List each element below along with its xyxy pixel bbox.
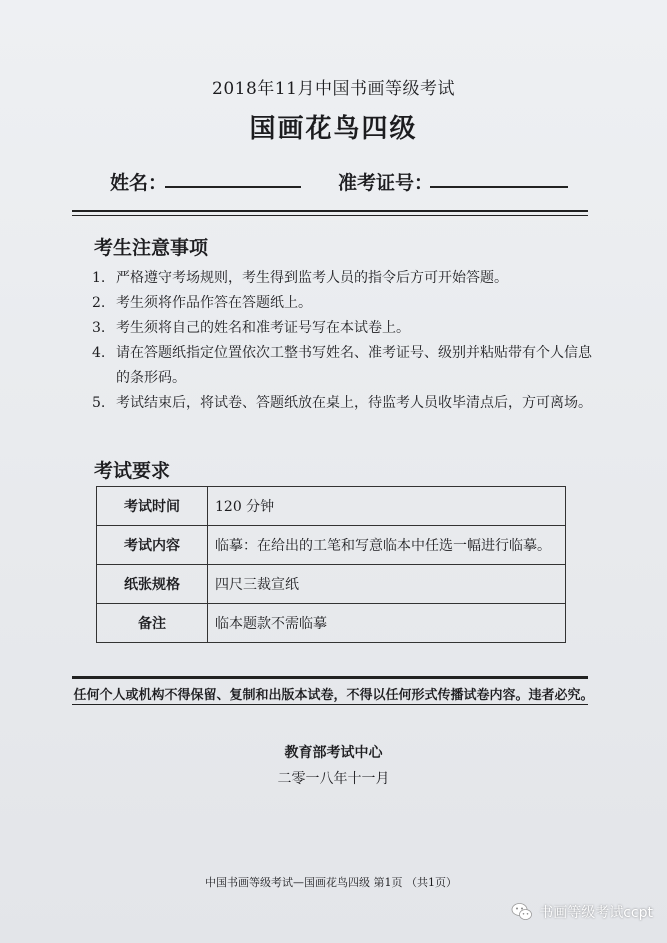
table-row (97, 487, 566, 526)
copyright-notice: 任何个人或机构不得保留、复制和出版本试卷，不得以任何形式传播试卷内容。违者必究。 (73, 688, 594, 703)
name-label: 姓名： (110, 172, 168, 194)
row-key: 考试时间 (97, 487, 208, 526)
row-key: 纸张规格 (97, 565, 208, 604)
row-value: 四尺三裁宣纸 (208, 565, 566, 604)
footer-rule-bottom (72, 704, 588, 705)
notice-item (92, 316, 592, 341)
requirements-heading: 考试要求 (94, 460, 171, 482)
issuer: 教育部考试中心 (284, 745, 383, 761)
notice-item (92, 341, 592, 391)
issue-date: 二零一八年十一月 (277, 771, 390, 787)
watermark-text: 书画等级考试ccpt (539, 905, 653, 921)
notice-text: 考试结束后，将试卷、答题纸放在桌上，待监考人员收毕清点后，方可离场。 (116, 395, 592, 411)
row-value: 临摹：在给出的工笔和写意临本中任选一幅进行临摹。 (208, 526, 566, 565)
ticket-number-label: 准考证号： (338, 172, 434, 194)
notice-text: 考生须将自己的姓名和准考证号写在本试卷上。 (116, 320, 410, 336)
table-row (97, 565, 566, 604)
wechat-icon (510, 900, 534, 924)
notice-text: 严格遵守考场规则，考生得到监考人员的指令后方可开始答题。 (116, 270, 508, 286)
notice-number: 3. (92, 320, 106, 336)
header-rule-thick (72, 210, 588, 212)
ticket-number-blank-line (430, 186, 568, 188)
row-value: 120 分钟 (208, 487, 566, 526)
notices-list (92, 266, 592, 416)
notice-number: 1. (92, 270, 106, 286)
watermark (510, 900, 653, 924)
notice-item (92, 291, 592, 316)
notice-number: 5. (92, 395, 106, 411)
footer-rule (72, 676, 588, 679)
notice-number: 4. (92, 345, 106, 361)
exam-subject: 国画花鸟四级 (249, 114, 418, 144)
table-row (97, 526, 566, 565)
notice-text: 请在答题纸指定位置依次工整书写姓名、准考证号、级别并粘贴带有个人信息的条形码。 (116, 345, 592, 386)
table-row (97, 604, 566, 643)
notice-item (92, 391, 592, 416)
name-blank-line (165, 186, 301, 188)
row-value: 临本题款不需临摹 (208, 604, 566, 643)
notice-text: 考生须将作品作答在答题纸上。 (116, 295, 312, 311)
page-footer: 中国书画等级考试—国画花鸟四级 第1页 （共1页） (205, 876, 457, 889)
header-rule-thin (72, 215, 588, 216)
row-key: 备注 (97, 604, 208, 643)
requirements-table (96, 486, 566, 643)
notice-number: 2. (92, 295, 106, 311)
notice-item (92, 266, 592, 291)
exam-title: 2018年11月中国书画等级考试 (212, 79, 455, 99)
row-key: 考试内容 (97, 526, 208, 565)
notices-heading: 考生注意事项 (94, 237, 209, 259)
